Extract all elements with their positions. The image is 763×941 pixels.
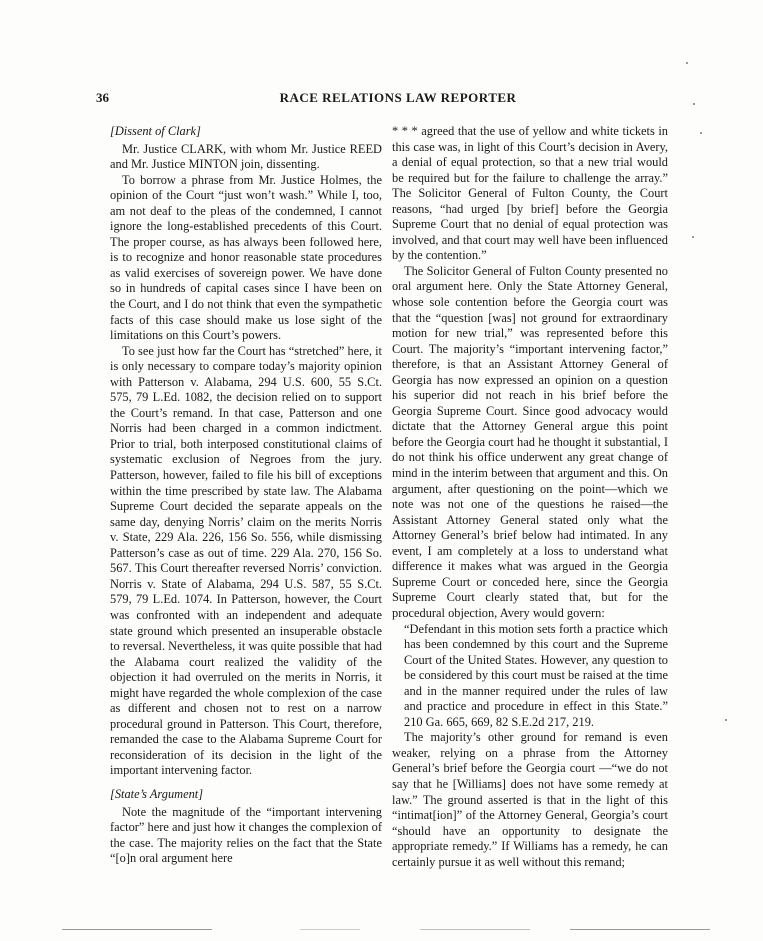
scan-speck xyxy=(725,719,727,721)
right-column xyxy=(392,124,668,870)
page-header xyxy=(96,90,700,110)
paragraph: The Solicitor General of Fulton County presented no oral argument here. Only the State Attorney General, whose sole contention before the Georgia court was that the “question [was] not ground for extraordinary motion for new trial,” was represented before this Court. The majority’s “important intervening factor,” therefore, is that an Assistant Attorney General of Georgia has now expressed an opinion on a question his superior did not reach in his brief before the Georgia Supreme Court. Since good advocacy would dictate that the Attorney General argue this point before the Georgia court had he thought it substantial, I do not think his office underwent any great change of mind in the interim between that argument and this. On argument, after questioning on the point—which we note was not one of the questions he raised—the Assistant Attorney General stated only what the Attorney General’s brief below had intimated. In any event, I am completely at a loss to understand what difference it makes what was argued in the Georgia Supreme Court or conceded here, since the Georgia Supreme Court clearly stated that, but for the procedural objection, Avery would govern: xyxy=(392,263,668,620)
scan-speck xyxy=(700,132,702,134)
scan-speck xyxy=(686,62,688,64)
bottom-rule xyxy=(570,929,710,930)
section-heading-states-argument: [State’s Argument] xyxy=(110,786,204,801)
scan-speck xyxy=(693,103,695,105)
paragraph: To see just how far the Court has “stretched” here, it is only necessary to compare today’s majority opinion with Patterson v. Alabama, 294 U.S. 600, 55 S.Ct. 575, 79 L.Ed. 1082, the decision relied on to support the Court’s remand. In that case, Patterson and one Norris had been charged in a common indictment. Prior to trial, both interposed constitutional claims of systematic exclusion of Negroes from the jury. Patterson, however, failed to file his bill of exceptions within the time prescribed by state law. The Alabama Supreme Court decided the separate appeals on the same day, denying Norris’ claim on the merits Norris v. State, 229 Ala. 226, 156 So. 556, while dismissing Patterson’s case as out of time. 229 Ala. 270, 156 So. 567. This Court thereafter reversed Norris’ conviction. Norris v. State of Alabama, 294 U.S. 587, 55 S.Ct. 579, 79 L.Ed. 1074. In Patterson, however, the Court was confronted with an independent and adequate state ground which presented an insuperable obstacle to reversal. Nevertheless, it was quite possible that had the Alabama court realized the validity of the objection it had overruled on the merits in Norris, it might have regarded the whole complexion of the case as different and chosen not to rest on a narrow procedural ground in Patterson. This Court, therefore, remanded the case to the Alabama Supreme Court for reconsideration of its decision in the light of the important intervening factor. xyxy=(110,343,382,778)
paragraph: The majority’s other ground for remand is even weaker, relying on a phrase from the Attorney General’s brief before the Georgia court —“we do not say that he [Williams] does not have some remedy at law.” The ground asserted is that in the light of this “intimat[ion]” of the Attorney General, Georgia’s court “should have an opportunity to designate the appropriate remedy.” If Williams has a remedy, he can certainly pursue it as well without this remand; xyxy=(392,730,668,869)
scan-speck xyxy=(692,236,694,238)
running-head: RACE RELATIONS LAW REPORTER xyxy=(279,90,517,105)
bottom-rule xyxy=(420,929,530,930)
paragraph: * * * agreed that the use of yellow and white tickets in this case was, in light of this Court’s decision in Avery, a denial of equal protection, so that a new trial would be required but for the failure to challenge the array.” The Solicitor General of Fulton County, the Court reasons, “had urged [by brief] before the Georgia Supreme Court that no denial of equal protection was involved, and that court may well have been influenced by the contention.” xyxy=(392,124,668,263)
bottom-rule xyxy=(300,929,360,930)
paragraph: Note the magnitude of the “important intervening factor” here and just how it changes the complexion of the case. The majority relies on the fact that the State “[o]n oral argument here xyxy=(110,804,382,866)
paragraph: To borrow a phrase from Mr. Justice Holmes, the opinion of the Court “just won’t wash.” While I, too, am not deaf to the pleas of the condemned, I cannot ignore the long-established precedents of this Court. The proper course, as has always been followed here, is to recognize and honor reasonable state procedures as valid exercises of sovereign power. We have done so in hundreds of capital cases since I have been on the Court, and I do not think that even the sympathetic facts of this case should make us lose sight of the limitations on this Court’s powers. xyxy=(110,172,382,343)
bottom-rule xyxy=(62,929,212,930)
section-heading-dissent: [Dissent of Clark] xyxy=(110,124,201,138)
block-quote: “Defendant in this motion sets forth a practice which has been condemned by this court and the Supreme Court of the United States. However, any question to be considered by this court must be raised at the time and in the manner required under the rules of law and practice and procedure in effect in this State.” 210 Ga. 665, 669, 82 S.E.2d 217, 219. xyxy=(404,621,668,729)
left-column xyxy=(110,124,382,867)
paragraph: Mr. Justice CLARK, with whom Mr. Justice REED and Mr. Justice MINTON join, dissenting. xyxy=(110,141,382,172)
page-number: 36 xyxy=(96,90,109,105)
